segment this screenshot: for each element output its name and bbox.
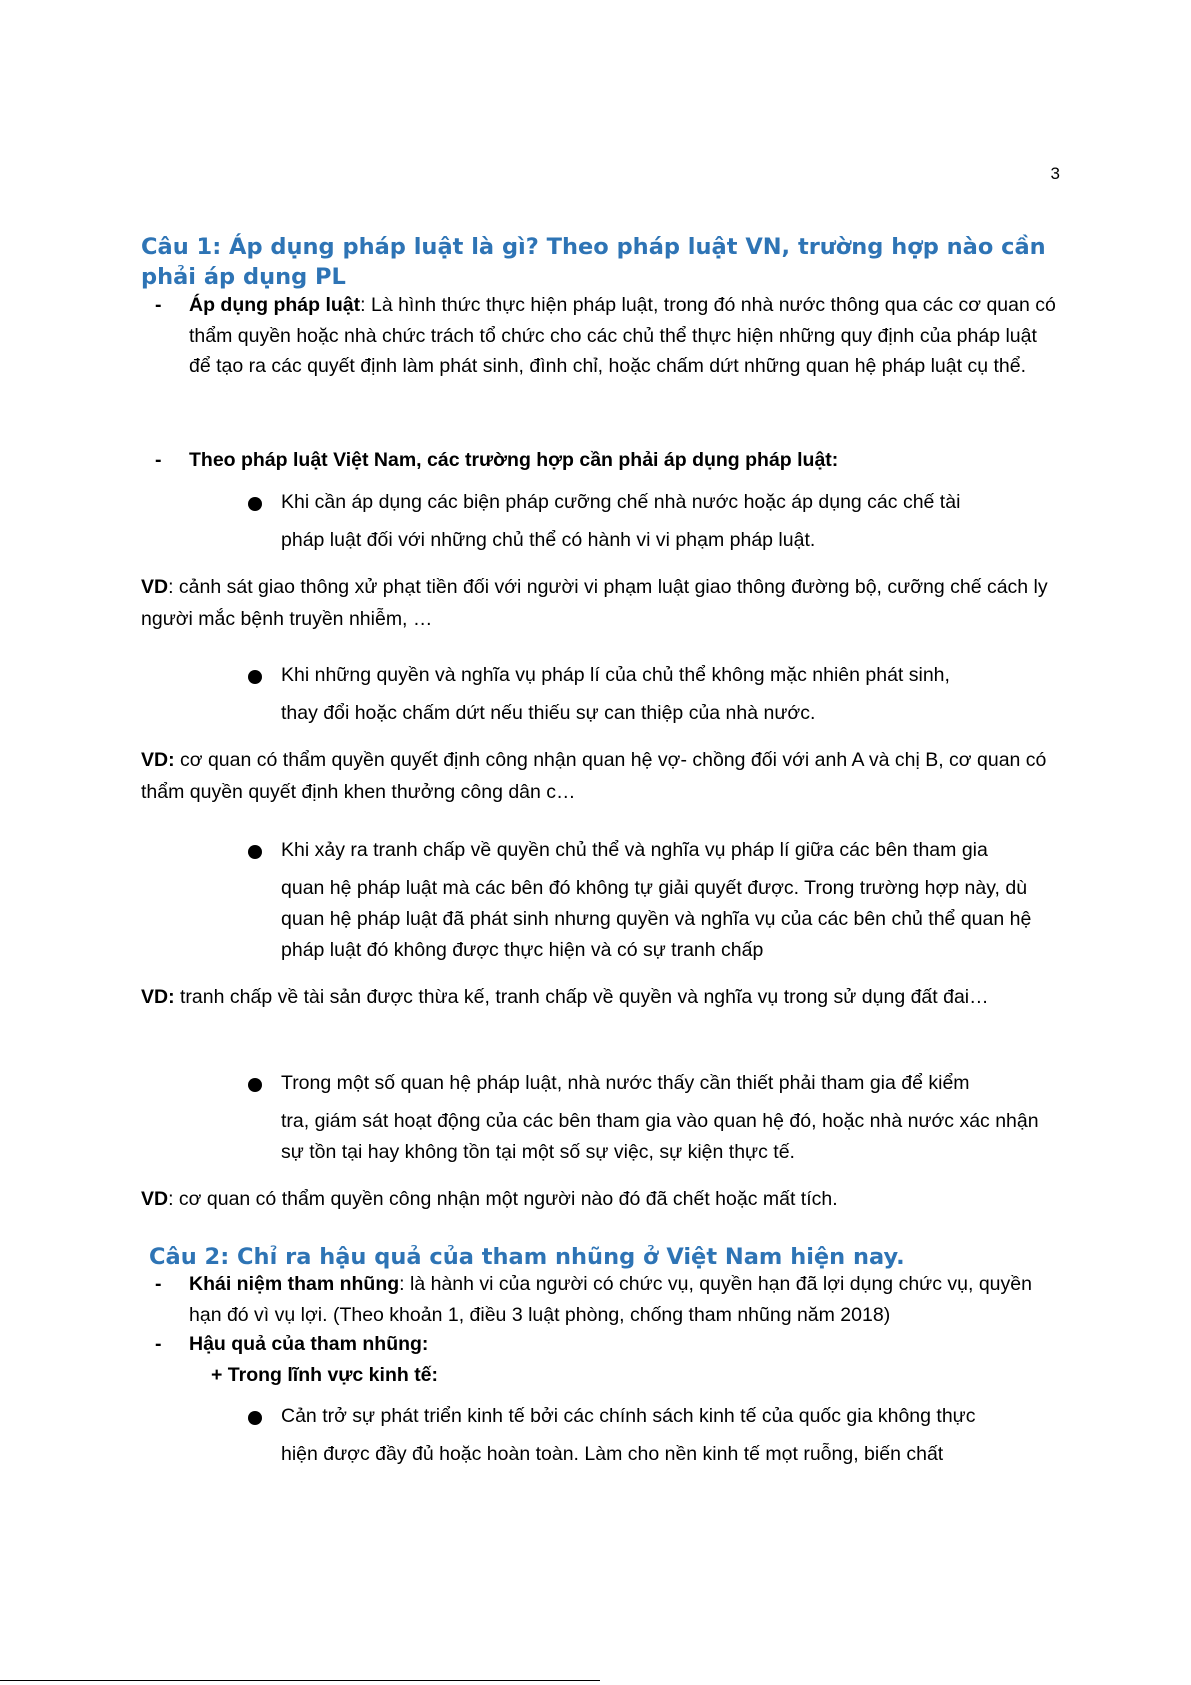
definition-text bbox=[189, 1269, 1056, 1330]
question-2-heading: Câu 2: Chỉ ra hậu quả của tham nhũng ở Việt Nam hiện nay. bbox=[149, 1244, 905, 1270]
example-paragraph bbox=[141, 571, 1056, 635]
definition-body: : là hành vi của người có chức vụ, quyền hạn đã lợi dụng chức vụ, quyền hạn đó vì vụ lợi. (Theo khoản 1, điều 3 luật phòng, chống tham nhũng năm 2018) bbox=[189, 1273, 1032, 1326]
case-text: Khi xảy ra tranh chấp về quyền chủ thể và nghĩa vụ pháp lí giữa các bên tham gia quan hệ pháp luật mà các bên đó không tự giải quyết được. Trong trường hợp này, dù quan hệ pháp luật đã phát sinh nhưng quyền và nghĩa vụ của các bên chủ thể quan hệ pháp luật đó không được thực hiện và có sự tranh chấp bbox=[281, 839, 1032, 961]
case-text: Khi những quyền và nghĩa vụ pháp lí của chủ thể không mặc nhiên phát sinh, thay đổi hoặc chấm dứt nếu thiếu sự can thiệp của nhà nước. bbox=[281, 664, 950, 724]
question-1-heading: Câu 1: Áp dụng pháp luật là gì? Theo pháp luật VN, trường hợp nào cần phải áp dụng PL bbox=[141, 234, 1046, 290]
example-text: : cơ quan có thẩm quyền công nhận một người nào đó đã chết hoặc mất tích. bbox=[168, 1188, 838, 1210]
example-paragraph bbox=[141, 744, 1056, 808]
example-text: cơ quan có thẩm quyền quyết định công nhận quan hệ vợ- chồng đối với anh A và chị B, cơ quan có thẩm quyền quyết định khen thưởng công dân c… bbox=[141, 749, 1047, 803]
footnote-divider bbox=[0, 1680, 600, 1681]
dash-marker: - bbox=[155, 1333, 162, 1355]
example-label: VD: bbox=[141, 986, 175, 1008]
bullet-icon bbox=[248, 1078, 262, 1092]
economic-text: Cản trở sự phát triển kinh tế bởi các chính sách kinh tế của quốc gia không thực hiện được đầy đủ hoặc hoàn toàn. Làm cho nền kinh tế mọt ruỗng, biến chất bbox=[281, 1405, 976, 1465]
example-paragraph bbox=[141, 1183, 1056, 1215]
dash-marker: - bbox=[155, 294, 162, 316]
definition-body: : Là hình thức thực hiện pháp luật, trong đó nhà nước thông qua các cơ quan có thẩm quyền hoặc nhà chức trách tổ chức cho các chủ thể thực hiện những quy định của pháp luật để tạo ra các quyết định làm phát sinh, đình chỉ, hoặc chấm dứt những quan hệ pháp luật cụ thể. bbox=[189, 294, 1056, 377]
consequences-heading: Hậu quả của tham nhũng: bbox=[189, 1333, 429, 1355]
page-number: 3 bbox=[1050, 164, 1060, 183]
economic-subheading: + Trong lĩnh vực kinh tế: bbox=[211, 1364, 439, 1386]
example-paragraph bbox=[141, 981, 1056, 1013]
dash-marker: - bbox=[155, 449, 162, 471]
bullet-icon bbox=[248, 670, 262, 684]
example-text: tranh chấp về tài sản được thừa kế, tranh chấp về quyền và nghĩa vụ trong sử dụng đất đai… bbox=[174, 986, 989, 1008]
cases-heading: Theo pháp luật Việt Nam, các trường hợp cần phải áp dụng pháp luật: bbox=[189, 449, 839, 471]
example-label: VD bbox=[141, 576, 169, 598]
bullet-icon bbox=[248, 1411, 262, 1425]
example-label: VD: bbox=[141, 749, 175, 771]
definition-label: Khái niệm tham nhũng bbox=[189, 1273, 400, 1295]
definition-text bbox=[189, 290, 1056, 382]
case-text: Khi cần áp dụng các biện pháp cưỡng chế nhà nước hoặc áp dụng các chế tài pháp luật đối với những chủ thể có hành vi vi phạm pháp luật. bbox=[281, 491, 961, 551]
case-text: Trong một số quan hệ pháp luật, nhà nước thấy cần thiết phải tham gia để kiểm tra, giám sát hoạt động của các bên tham gia vào quan hệ đó, hoặc nhà nước xác nhận sự tồn tại hay không tồn tại một số sự việc, sự kiện thực tế. bbox=[281, 1072, 1039, 1163]
bullet-icon bbox=[248, 497, 262, 511]
definition-label: Áp dụng pháp luật bbox=[189, 294, 361, 316]
example-label: VD bbox=[141, 1188, 169, 1210]
example-text: : cảnh sát giao thông xử phạt tiền đối với người vi phạm luật giao thông đường bộ, cưỡng chế cách ly người mắc bệnh truyền nhiễm, … bbox=[141, 576, 1048, 630]
dash-marker: - bbox=[155, 1273, 162, 1295]
bullet-icon bbox=[248, 845, 262, 859]
